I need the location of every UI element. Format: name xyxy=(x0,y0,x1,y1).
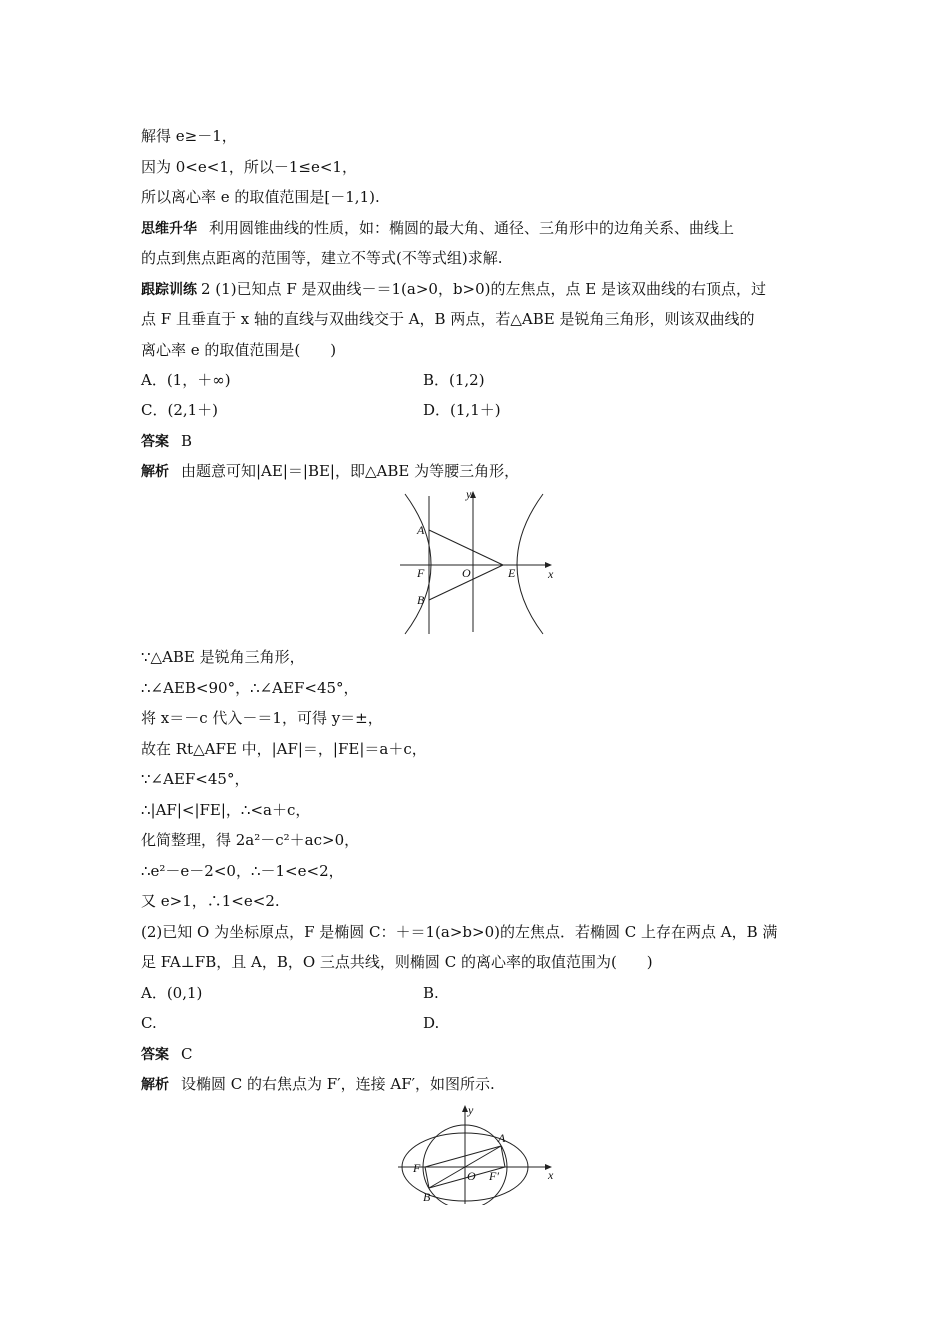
segment-ae xyxy=(429,530,503,565)
option-d: D．(1,1＋) xyxy=(423,401,501,419)
text-line: 所以离心率 e 的取值范围是[－1,1). xyxy=(141,188,380,206)
answer-value: B xyxy=(181,432,193,450)
hyperbola-left-branch xyxy=(405,494,431,634)
solution-line xyxy=(141,1074,495,1095)
label-y: y xyxy=(468,1103,474,1117)
text-line: 足 FA⊥FB，且 A，B，O 三点共线，则椭圆 C 的离心率的取值范围为( ) xyxy=(141,953,653,971)
answer-heading: 答案 xyxy=(141,1047,169,1063)
answer-line xyxy=(141,1044,192,1065)
answer-value: C xyxy=(181,1045,193,1063)
ellipse-figure xyxy=(395,1100,560,1205)
summary-paragraph xyxy=(141,218,734,239)
answer-heading: 答案 xyxy=(141,434,169,450)
text-line: 故在 Rt△AFE 中，|AF|＝，|FE|＝a＋c， xyxy=(141,740,427,758)
label-f: F xyxy=(413,1161,421,1175)
label-y: y xyxy=(466,487,472,501)
text-line: ∵△ABE 是锐角三角形， xyxy=(141,648,305,666)
label-a: A xyxy=(417,523,425,537)
text-line: ∴e²－e－2<0，∴－1<e<2， xyxy=(141,862,344,880)
segment-fa xyxy=(425,1146,501,1167)
text-line: 因为 0<e<1，所以－1≤e<1， xyxy=(141,158,357,176)
summary-text: 利用圆锥曲线的性质，如：椭圆的最大角、通径、三角形中的边角关系、曲线上 xyxy=(209,219,735,237)
label-b: B xyxy=(417,593,425,607)
solution-heading: 解析 xyxy=(141,464,169,480)
hyperbola-right-branch xyxy=(517,494,543,634)
text-line: 离心率 e 的取值范围是( ) xyxy=(141,341,337,359)
answer-line xyxy=(141,431,192,452)
label-x: x xyxy=(548,1168,554,1182)
text-line: 解得 e≥－1， xyxy=(141,127,237,145)
text-line: ∴∠AEB<90°，∴∠AEF<45°， xyxy=(141,679,359,697)
hyperbola-figure xyxy=(395,486,560,636)
option-d: D. xyxy=(423,1014,440,1032)
solution-line xyxy=(141,461,519,482)
option-b: B. xyxy=(423,984,439,1002)
text-line: (2)已知 O 为坐标原点，F 是椭圆 C：＋＝1(a>b>0)的左焦点．若椭圆 C 上存在两点 A，B 满 xyxy=(141,923,778,941)
label-a: A xyxy=(498,1131,506,1145)
label-e: E xyxy=(508,566,516,580)
label-x: x xyxy=(548,567,554,581)
text-line: 又 e>1，∴1<e<2. xyxy=(141,892,280,910)
text-line: 的点到焦点距离的范围等，建立不等式(不等式组)求解. xyxy=(141,249,503,267)
option-c: C．(2,1＋) xyxy=(141,401,219,419)
label-f: F xyxy=(417,566,425,580)
solution-heading: 解析 xyxy=(141,1077,169,1093)
text-line: 点 F 且垂直于 x 轴的直线与双曲线交于 A，B 两点，若△ABE 是锐角三角形，则该双曲线的 xyxy=(141,310,755,328)
option-c: C. xyxy=(141,1014,157,1032)
exercise-paragraph xyxy=(141,279,766,300)
text-line: ∴|AF|<|FE|，∴<a＋c， xyxy=(141,801,311,819)
label-o: O xyxy=(467,1169,476,1183)
exercise-text: 2 (1)已知点 F 是双曲线－＝1(a>0，b>0)的左焦点，点 E 是该双曲线的右顶点，过 xyxy=(201,280,767,298)
exercise-heading: 跟踪训练 xyxy=(141,282,197,298)
summary-heading: 思维升华 xyxy=(141,221,197,237)
text-line: 将 x＝－c 代入－＝1，可得 y＝±， xyxy=(141,709,383,727)
solution-text: 由题意可知|AE|＝|BE|，即△ABE 为等腰三角形， xyxy=(181,462,520,480)
label-b: B xyxy=(423,1190,431,1204)
option-a: A．(1，＋∞) xyxy=(141,371,231,389)
text-line: ∵∠AEF<45°， xyxy=(141,770,250,788)
text-line: 化简整理，得 2a²－c²＋ac>0， xyxy=(141,831,360,849)
option-b: B．(1,2) xyxy=(423,371,485,389)
option-a: A．(0,1) xyxy=(141,984,203,1002)
label-f-prime: F′ xyxy=(489,1169,499,1183)
solution-text: 设椭圆 C 的右焦点为 F′，连接 AF′，如图所示. xyxy=(181,1075,495,1093)
label-o: O xyxy=(462,566,471,580)
